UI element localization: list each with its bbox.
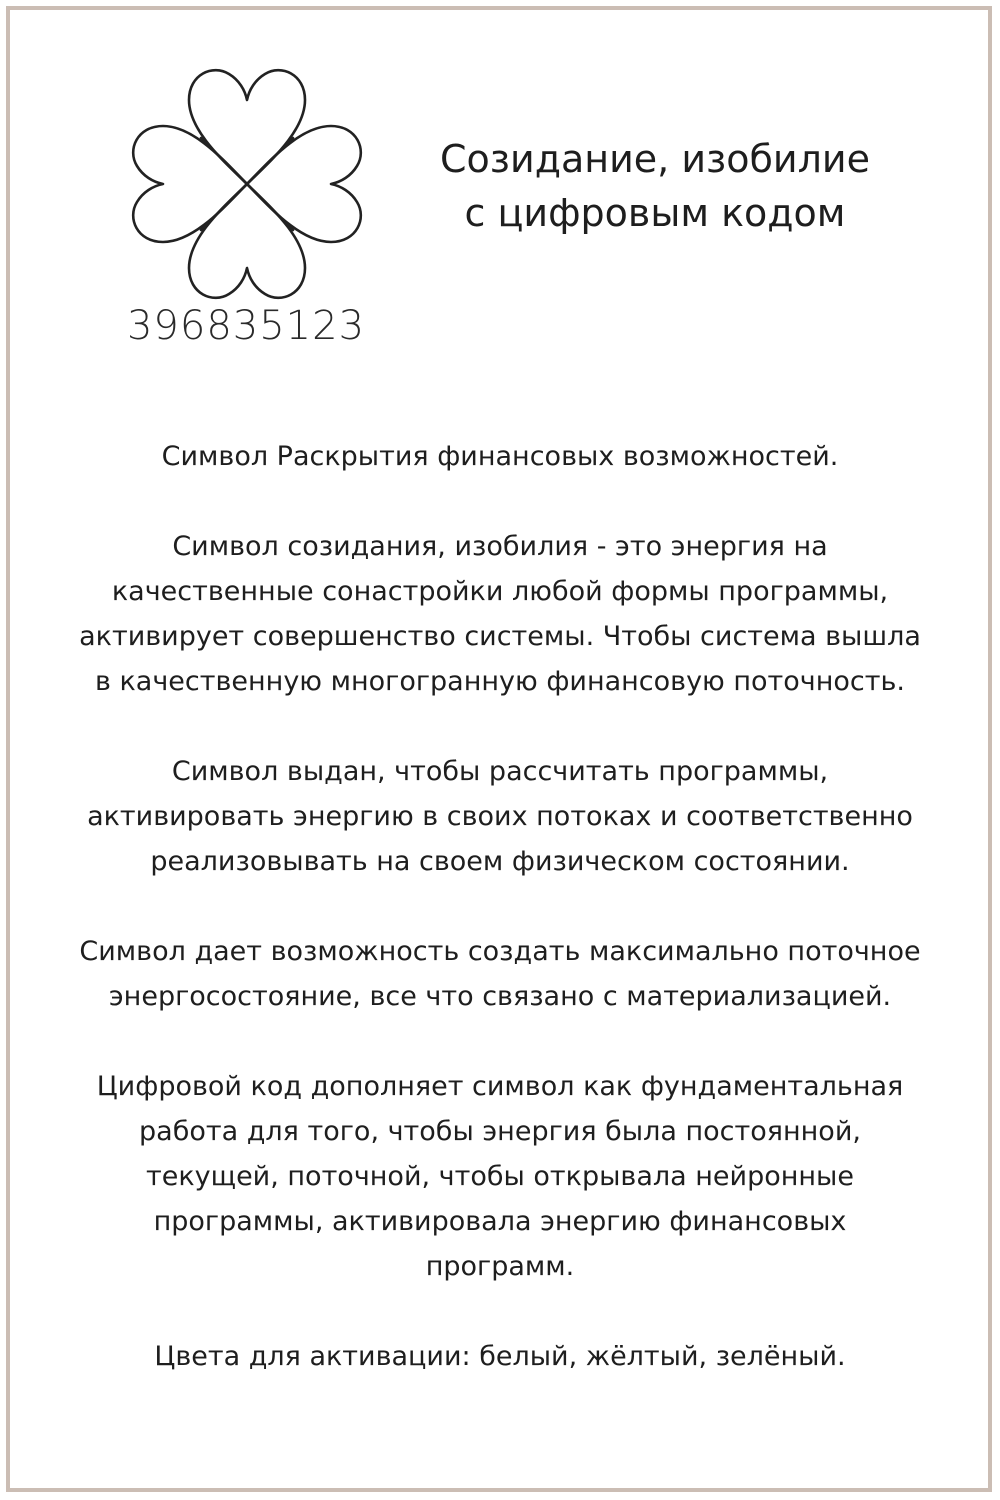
- heart-petal-top: [189, 70, 305, 184]
- text-line: активировать энергию в своих потоках и соответственно: [87, 801, 913, 832]
- page-title: [400, 132, 910, 240]
- text-line: Символ Раскрытия финансовых возможностей.: [161, 441, 839, 472]
- paragraph-purpose: [30, 749, 970, 884]
- text-line: программы, активировала энергию финансовых: [153, 1206, 847, 1237]
- paragraph-intro: [30, 434, 970, 479]
- text-line: реализовывать на своем физическом состоянии.: [150, 846, 850, 877]
- text-line: активирует совершенство системы. Чтобы система вышла: [79, 621, 921, 652]
- paragraph-colors: [30, 1334, 970, 1379]
- paragraph-opportunity: [30, 929, 970, 1019]
- text-line: Символ дает возможность создать максимально поточное: [79, 936, 921, 967]
- text-line: работа для того, чтобы энергия была постоянной,: [139, 1116, 861, 1147]
- heart-petal-bottom: [189, 184, 305, 298]
- title-line-1: Созидание, изобилие: [440, 137, 870, 181]
- text-line: Символ выдан, чтобы рассчитать программы,: [171, 756, 829, 787]
- heart-petal-left: [133, 126, 247, 242]
- text-line: Цифровой код дополняет символ как фундаментальная: [96, 1071, 904, 1102]
- text-line: в качественную многогранную финансовую поточность.: [95, 666, 905, 697]
- digital-code: 396835123: [126, 303, 366, 349]
- paragraph-creation: [30, 524, 970, 704]
- text-line: качественные сонастройки любой формы программы,: [111, 576, 889, 607]
- title-line-2: с цифровым кодом: [464, 191, 846, 235]
- heart-petal-right: [247, 126, 361, 242]
- description: [30, 434, 970, 1424]
- four-heart-clover-icon: [127, 60, 367, 300]
- text-line: программ.: [425, 1251, 575, 1282]
- text-line: текущей, поточной, чтобы открывала нейронные: [146, 1161, 854, 1192]
- text-line: энергосостояние, все что связано с материализацией.: [108, 981, 892, 1012]
- text-line: Цвета для активации: белый, жёлтый, зелёный.: [154, 1341, 846, 1372]
- paragraph-code: [30, 1064, 970, 1289]
- text-line: Символ созидания, изобилия - это энергия на: [172, 531, 828, 562]
